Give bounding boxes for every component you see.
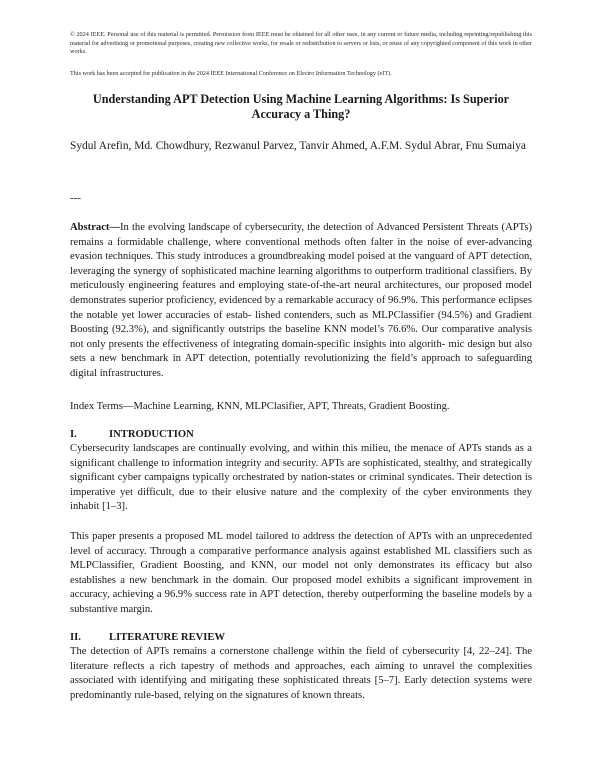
- section-title: LITERATURE REVIEW: [109, 632, 226, 643]
- abstract: [70, 221, 532, 382]
- section-number: I.: [70, 429, 77, 440]
- section-heading-literature-review: [70, 631, 532, 645]
- abstract-text: In the evolving landscape of cybersecurity, the detection of Advanced Persistent Threats (APTs) remains a formidable challenge, where conventional methods often falter in the noise of ever-advancing evasion techniques. This study introduces a groundbreaking model poised at the vanguard of APT detection, leveraging the synergy of sophisticated machine learning algorithms to outperform traditional classifiers. By meticulously engineering features and employing state-of-the-art neural architectures, our proposed model demonstrates superior proficiency, evidenced by a remarkable accuracy of 96.9%. This performance eclipses the notable yet lower accuracies of estab- lished contenders, such as MLPClassifier (94.5%) and Gradient Boosting (92.3%), and significantly outstrips the baseline KNN model’s 76.6%. Our comparative analysis not only presents the effectiveness of integrating domain-specific insights into algorith- mic design but also sets a new benchmark in APT detection, potentially revolutionizing the field’s approach to safeguarding digital infrastructures.: [70, 222, 532, 379]
- introduction-paragraph-2: This paper presents a proposed ML model tailored to address the detection of APTs with an unprecedented level of accuracy. Through a comparative performance analysis against established ML classifiers such as MLPClassifier, Gradient Boosting, and KNN, our model not only demonstrates its efficacy but also establishes a new benchmark in the domain. Our proposed model exhibits a significant improvement in accuracy, achieving a 96.9% success rate in APT detection, thereby outperforming the baseline models by a substantive margin.: [70, 531, 532, 615]
- acceptance-notice: This work has been accepted for publication in the 2024 IEEE International Conference on Electro Information Technology (eIT).: [70, 70, 392, 77]
- separator-text: ---: [70, 192, 81, 204]
- section-heading-introduction: [70, 428, 532, 442]
- literature-review-paragraph-1: The detection of APTs remains a cornerstone challenge within the field of cybersecurity [4, 22–24]. The literature reflects a rich tapestry of methods and approaches, each aiming to unravel the complexities associated with identifying and mitigating these sophisticated threats [5–7]. Early detection systems were predominantly rule-based, relying on the signatures of known threats.: [70, 646, 532, 701]
- abstract-label: Abstract: [70, 222, 110, 233]
- index-terms: Index Terms—Machine Learning, KNN, MLPClasifier, APT, Threats, Gradient Boosting.: [70, 401, 450, 412]
- introduction-paragraph-1: Cybersecurity landscapes are continually evolving, and within this milieu, the menace of APTs stands as a significant challenge to information integrity and security. APTs are sophisticated, stealthy, and strategically significant cyber campaigns typically orchestrated by nation-states or criminal syndicates. Their detection is imperative yet difficult, due to their elusive nature and the complexity of the cyber environments they inhabit [1–3].: [70, 443, 532, 513]
- abstract-dash: —: [109, 222, 121, 233]
- copyright-notice: © 2024 IEEE. Personal use of this material is permitted. Permission from IEEE must be obtained for all other uses, in any current or future media, including reprinting/republishing this material for advertising or promotional purposes, creating new collective works, for resale or redistribution to servers or lists, or reuse of any copyrighted component of this work in other works.: [70, 31, 532, 56]
- section-title: INTRODUCTION: [109, 429, 194, 440]
- paper-title: Understanding APT Detection Using Machine Learning Algorithms: Is Superior Accuracy a Thing?: [92, 92, 510, 121]
- section-number: II.: [70, 632, 81, 643]
- author-list: Sydul Arefin, Md. Chowdhury, Rezwanul Parvez, Tanvir Ahmed, A.F.M. Sydul Abrar, Fnu Sumaiya: [70, 140, 526, 152]
